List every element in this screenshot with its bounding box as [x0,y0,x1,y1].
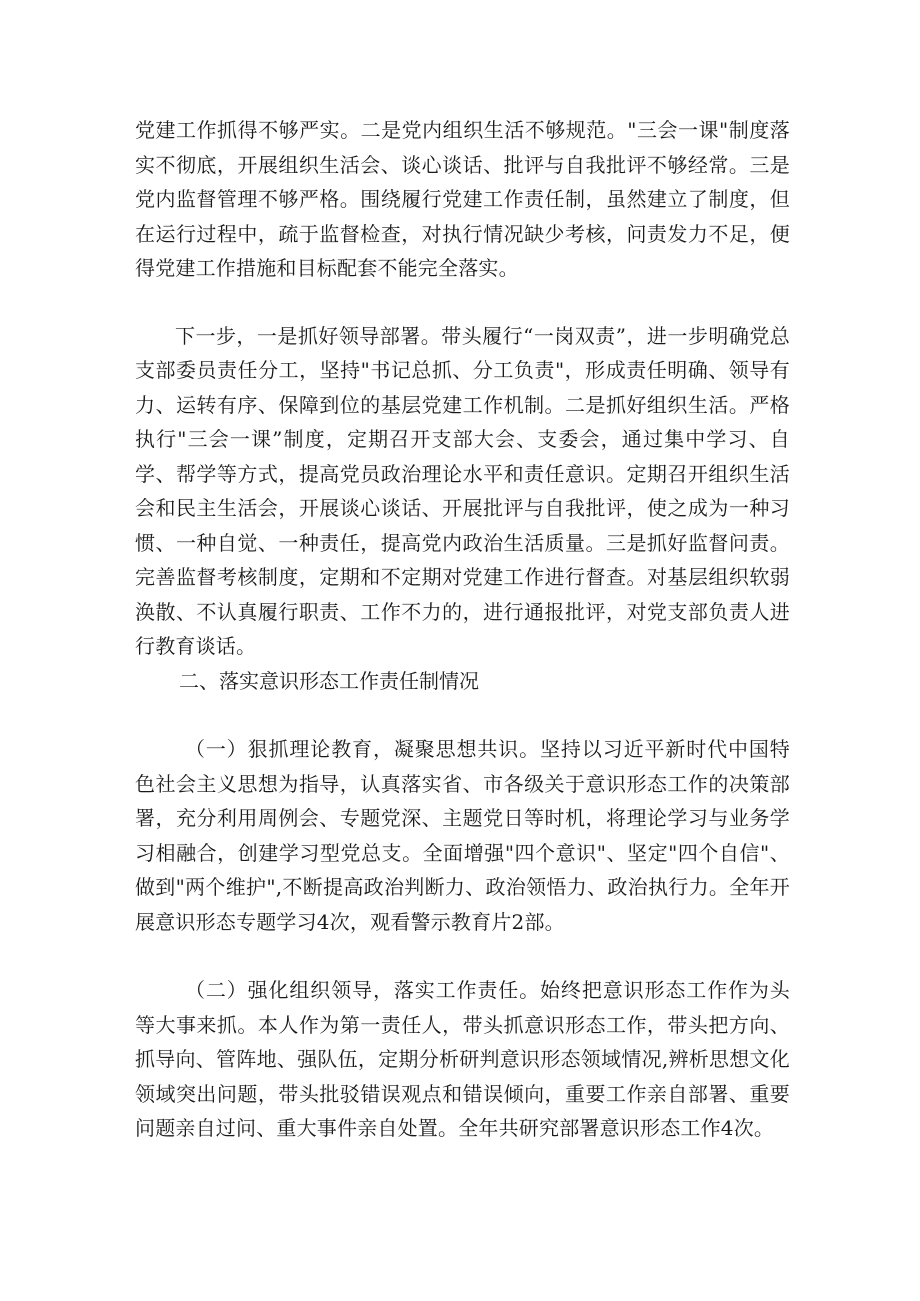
paragraph-organizational-leadership: （二）强化组织领导，落实工作责任。始终把意识形态工作作为头等大事来抓。本人作为第一责任人，带头抓意识形态工作，带头把方向、抓导向、管阵地、强队伍，定期分析研判意识形态领域情况,辨析思想文化领域突出问题，带头批驳错误观点和错误倾向，重要工作亲自部署、重要问题亲自过问、重大事件亲自处置。全年共研究部署意识形态工作4次。 [135,978,790,1140]
document-body [135,113,790,1146]
paragraph-party-building-issues: 党建工作抓得不够严实。二是党内组织生活不够规范。"三会一课"制度落实不彻底，开展组织生活会、谈心谈话、批评与自我批评不够经常。三是党内监督管理不够严格。围绕履行党建工作责任制，虽然建立了制度，但在运行过程中，疏于监督检查，对执行情况缺少考核，问责发力不足，便得党建工作措施和目标配套不能完全落实。 [135,118,790,280]
paragraph-next-steps: 下一步，一是抓好领导部署。带头履行“一岗双责”，进一步明确党总支部委员责任分工，坚持"书记总抓、分工负责"，形成责任明确、领导有力、运转有序、保障到位的基层党建工作机制。二是抓好组织生活。严格执行"三会一课”制度，定期召开支部大会、支委会，通过集中学习、自学、帮学等方式，提高党员政治理论水平和责任意识。定期召开组织生活会和民主生活会，开展谈心谈话、开展批评与自我批评，使之成为一种习惯、一种自觉、一种责任，提高党内政治生活质量。三是抓好监督问责。完善监督考核制度，定期和不定期对党建工作进行督查。对基层组织软弱涣散、不认真履行职责、工作不力的，进行通报批评，对党支部负责人进行教育谈话。 [135,323,790,658]
section-heading-ideology: 二、落实意识形态工作责任制情况 [179,668,479,693]
paragraph-theory-education: （一）狠抓理论教育，凝聚思想共识。坚持以习近平新时代中国特色社会主义思想为指导，认真落实省、市各级关于意识形态工作的决策部署，充分利用周例会、专题党深、主题党日等时机，将理论学习与业务学习相融合，创建学习型党总支。全面增强"四个意识"、坚定"四个自信"、做到"两个维护",不断提高政治判断力、政治领悟力、政治执行力。全年开展意识形态专题学习4次，观看警示教育片2部。 [135,737,790,934]
